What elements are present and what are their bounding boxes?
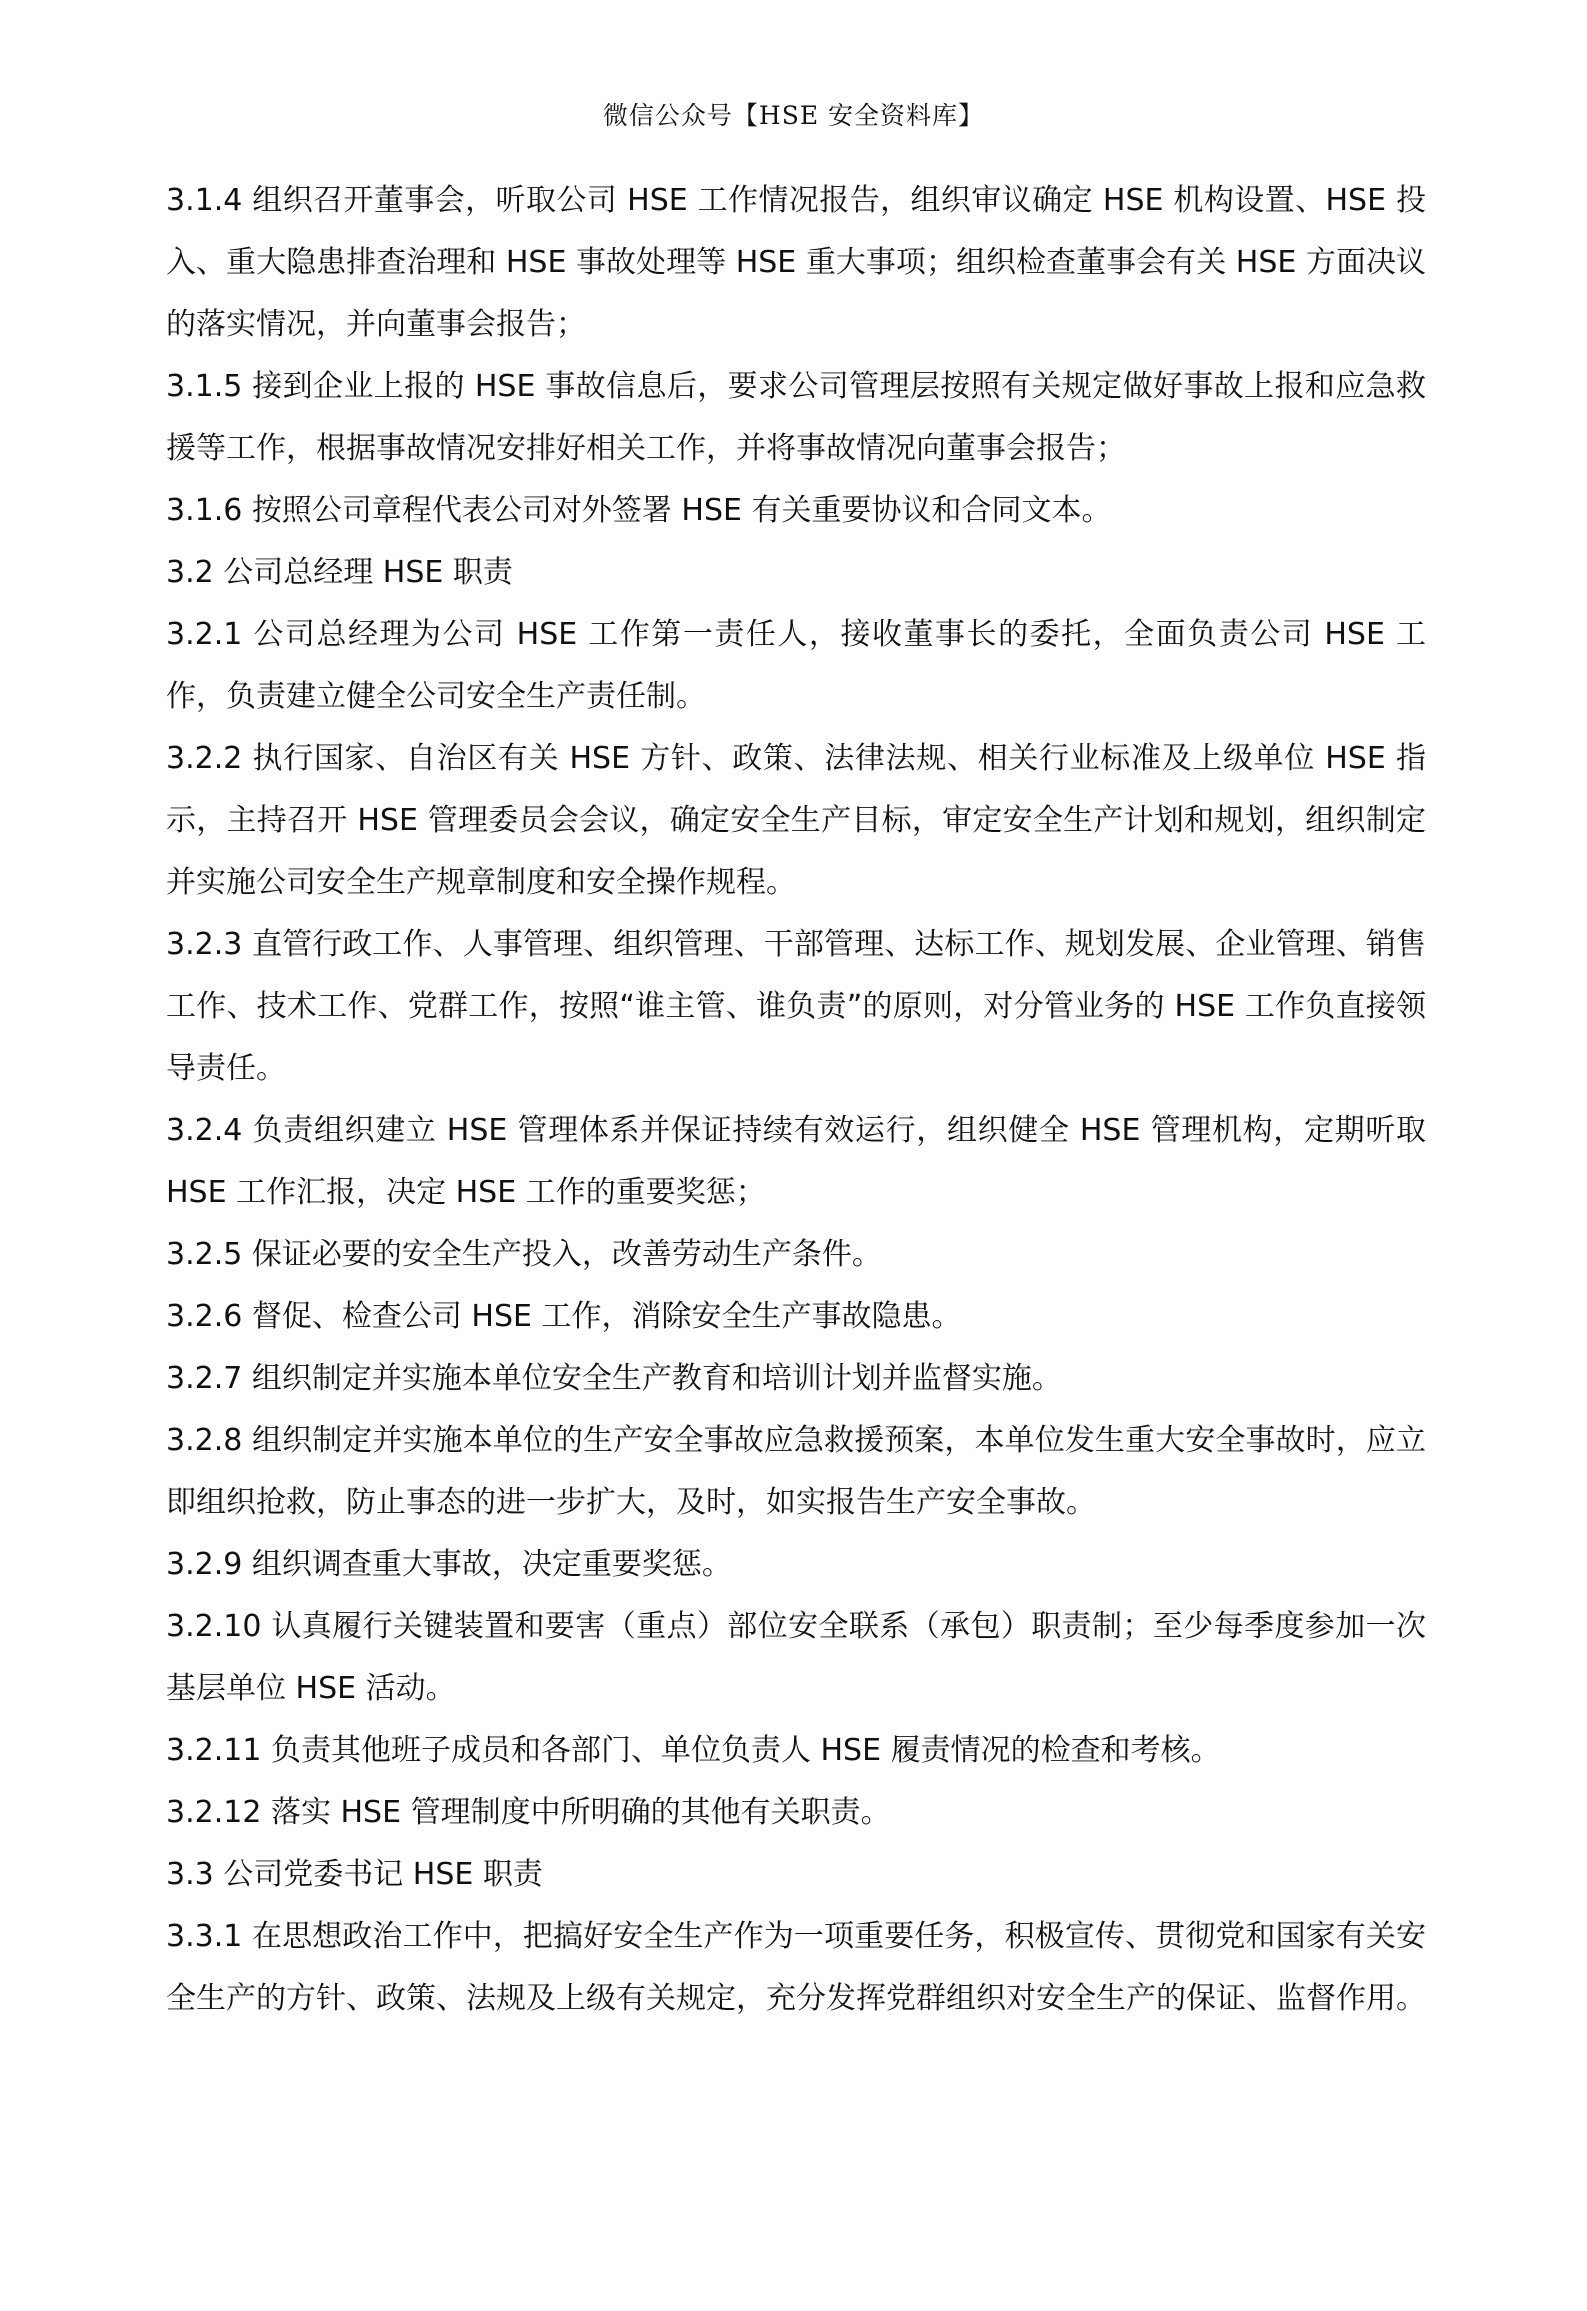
paragraph-3-2-7: 3.2.7 组织制定并实施本单位安全生产教育和培训计划并监督实施。 <box>166 1361 1062 1396</box>
paragraph-3-2-11: 3.2.11 负责其他班子成员和各部门、单位负责人 HSE 履责情况的检查和考核。 <box>166 1733 1221 1768</box>
paragraph-3-2-2: 3.2.2 执行国家、自治区有关 HSE 方针、政策、法律法规、相关行业标准及上级单位 HSE 指示，主持召开 HSE 管理委员会会议，确定安全生产目标，审定安全生产计划和规划，组织制定并实施公司安全生产规章制度和安全操作规程。 <box>166 741 1426 900</box>
paragraph-3-2-9: 3.2.9 组织调查重大事故，决定重要奖惩。 <box>166 1547 732 1582</box>
paragraph-3-1-5: 3.1.5 接到企业上报的 HSE 事故信息后，要求公司管理层按照有关规定做好事故上报和应急救援等工作，根据事故情况安排好相关工作，并将事故情况向董事会报告； <box>166 369 1426 466</box>
paragraph-3-2-3: 3.2.3 直管行政工作、人事管理、组织管理、干部管理、达标工作、规划发展、企业管理、销售工作、技术工作、党群工作，按照“谁主管、谁负责”的原则，对分管业务的 HSE 工作负直接领导责任。 <box>166 927 1426 1086</box>
paragraph-3-2-1: 3.2.1 公司总经理为公司 HSE 工作第一责任人，接收董事长的委托，全面负责公司 HSE 工作，负责建立健全公司安全生产责任制。 <box>166 617 1426 714</box>
section-heading-3-3: 3.3 公司党委书记 HSE 职责 <box>166 1857 543 1892</box>
paragraph-3-2-10: 3.2.10 认真履行关键装置和要害（重点）部位安全联系（承包）职责制；至少每季度参加一次基层单位 HSE 活动。 <box>166 1609 1426 1706</box>
paragraph-3-2-8: 3.2.8 组织制定并实施本单位的生产安全事故应急救援预案，本单位发生重大安全事故时，应立即组织抢救，防止事态的进一步扩大，及时，如实报告生产安全事故。 <box>166 1423 1426 1520</box>
paragraph-3-3-1: 3.3.1 在思想政治工作中，把搞好安全生产作为一项重要任务，积极宣传、贯彻党和国家有关安全生产的方针、政策、法规及上级有关规定，充分发挥党群组织对安全生产的保证、监督作用。 <box>166 1919 1426 2016</box>
paragraph-3-2-4: 3.2.4 负责组织建立 HSE 管理体系并保证持续有效运行，组织健全 HSE 管理机构，定期听取 HSE 工作汇报，决定 HSE 工作的重要奖惩； <box>166 1113 1426 1210</box>
page-header: 微信公众号【HSE 安全资料库】 <box>602 101 985 130</box>
paragraph-3-2-6: 3.2.6 督促、检查公司 HSE 工作，消除安全生产事故隐患。 <box>166 1299 962 1334</box>
paragraph-3-1-4: 3.1.4 组织召开董事会，听取公司 HSE 工作情况报告，组织审议确定 HSE 机构设置、HSE 投入、重大隐患排查治理和 HSE 事故处理等 HSE 重大事项；组织检查董事会有关 HSE 方面决议的落实情况，并向董事会报告； <box>166 183 1426 342</box>
paragraph-3-1-6: 3.1.6 按照公司章程代表公司对外签署 HSE 有关重要协议和合同文本。 <box>166 493 1112 528</box>
document-body <box>166 170 1426 2030</box>
paragraph-3-2-5: 3.2.5 保证必要的安全生产投入，改善劳动生产条件。 <box>166 1237 882 1272</box>
paragraph-3-2-12: 3.2.12 落实 HSE 管理制度中所明确的其他有关职责。 <box>166 1795 891 1830</box>
section-heading-3-2: 3.2 公司总经理 HSE 职责 <box>166 555 513 590</box>
